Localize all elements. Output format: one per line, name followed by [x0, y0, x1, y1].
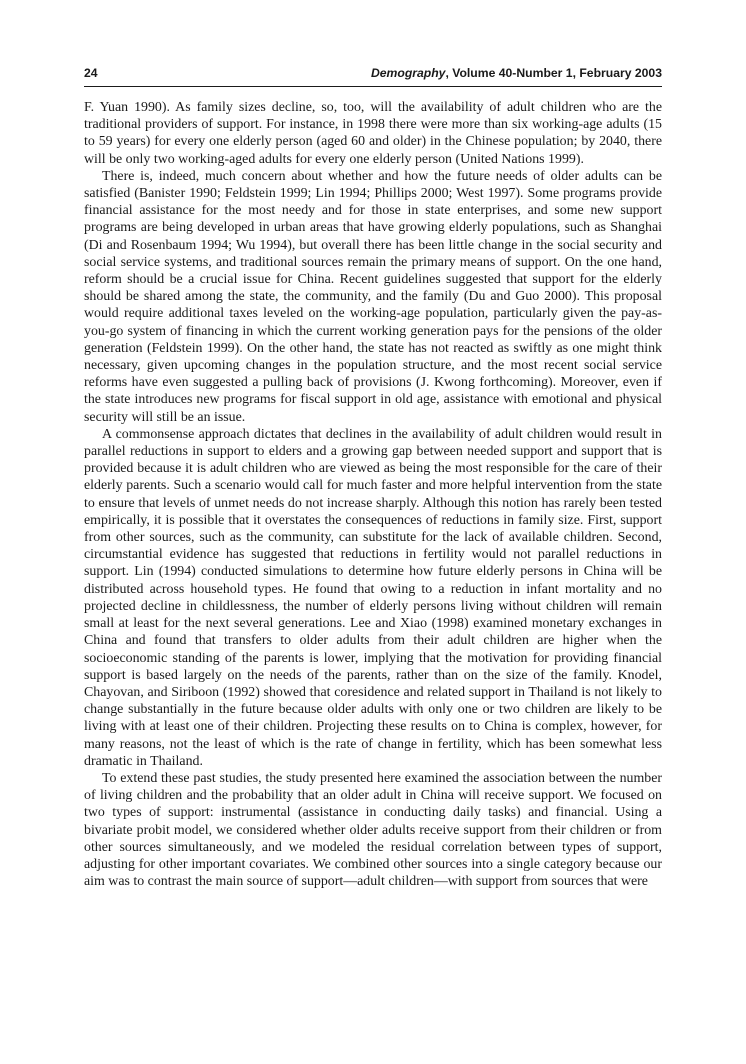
article-body — [84, 99, 662, 890]
paragraph-continuation: F. Yuan 1990). As family sizes decline, so, too, will the availability of adult children who are the traditional providers of support. For instance, in 1998 there were more than six working-age adults (15 to 59 years) for every one elderly person (aged 60 and older) in the Chinese population; by 2040, there will be only two working-aged adults for every one elderly person (United Nations 1999). — [84, 100, 662, 167]
paragraph-study-overview: To extend these past studies, the study presented here examined the association between the number of living children and the probability that an older adult in China will receive support. We focused on two types of support: instrumental (assistance in conducting daily tasks) and financial. Using a bivariate probit model, we considered whether older adults receive support from their children or from other sources simultaneously, and we modeled the residual correlation between types of support, adjusting for other important covariates. We combined other sources into a single category because our aim was to contrast the main source of support—adult children—with support from sources that were — [84, 770, 662, 890]
journal-page — [84, 66, 662, 890]
journal-issue: , Volume 40-Number 1, February 2003 — [445, 66, 662, 80]
journal-citation — [371, 66, 662, 81]
paragraph-policy-concern: There is, indeed, much concern about whether and how the future needs of older adults can be satisfied (Banister 1990; Feldstein 1999; Lin 1994; Phillips 2000; West 1997). Some programs provide financial assistance for the most needy and for those in state enterprises, and some new support programs are being developed in urban areas that have growing elderly populations, such as Shanghai (Di and Rosenbaum 1994; Wu 1994), but overall there has been little change in the social security and social service systems, and traditional sources remain the primary means of support. On the one hand, reform should be a crucial issue for China. Recent guidelines suggested that support for the elderly should be shared among the state, the community, and the family (Du and Guo 2000). This proposal would require additional taxes leveled on the working-age population, particularly given the pay-as-you-go system of financing in which the current working generation pays for the pensions of the older generation (Feldstein 1999). On the other hand, the state has not reacted as swiftly as one might think necessary, given upcoming changes in the population structure, and the most recent social service reforms have even suggested a pulling back of provisions (J. Kwong forthcoming). Moreover, even if the state introduces new programs for fiscal support in old age, assistance with emotional and physical security will still be an issue. — [84, 168, 662, 425]
running-header — [84, 66, 662, 87]
paragraph-commonsense-approach: A commonsense approach dictates that declines in the availability of adult children would result in parallel reductions in support to elders and a growing gap between needed support and support that is provided because it is adult children who are viewed as being the most responsible for the care of their elderly parents. Such a scenario would call for much faster and more helpful intervention from the state to ensure that levels of unmet needs do not increase sharply. Although this notion has rarely been tested empirically, it is possible that it overstates the consequences of reductions in family size. First, support from other sources, such as the community, can substitute for the lack of available children. Second, circumstantial evidence has suggested that reductions in fertility would not parallel reductions in support. Lin (1994) conducted simulations to determine how future elderly persons in China will be distributed across household types. He found that owing to a reduction in infant mortality and no projected decline in childlessness, the number of elderly persons living without children will remain small at least for the next several generations. Lee and Xiao (1998) examined monetary exchanges in China and found that transfers to older adults from their adult children are higher when the socioeconomic standing of the parents is lower, implying that the motivation for providing financial support is based largely on the needs of the parents, rather than on the size of the family. Knodel, Chayovan, and Siriboon (1992) showed that coresidence and related support in Thailand is not likely to change substantially in the future because older adults with only one or two children are likely to be living with at least one of their children. Projecting these results on to China is complex, however, for many reasons, not the least of which is the rate of change in fertility, which has been somewhat less dramatic in Thailand. — [84, 426, 662, 769]
page-number: 24 — [84, 66, 98, 80]
journal-name: Demography — [370, 66, 446, 80]
